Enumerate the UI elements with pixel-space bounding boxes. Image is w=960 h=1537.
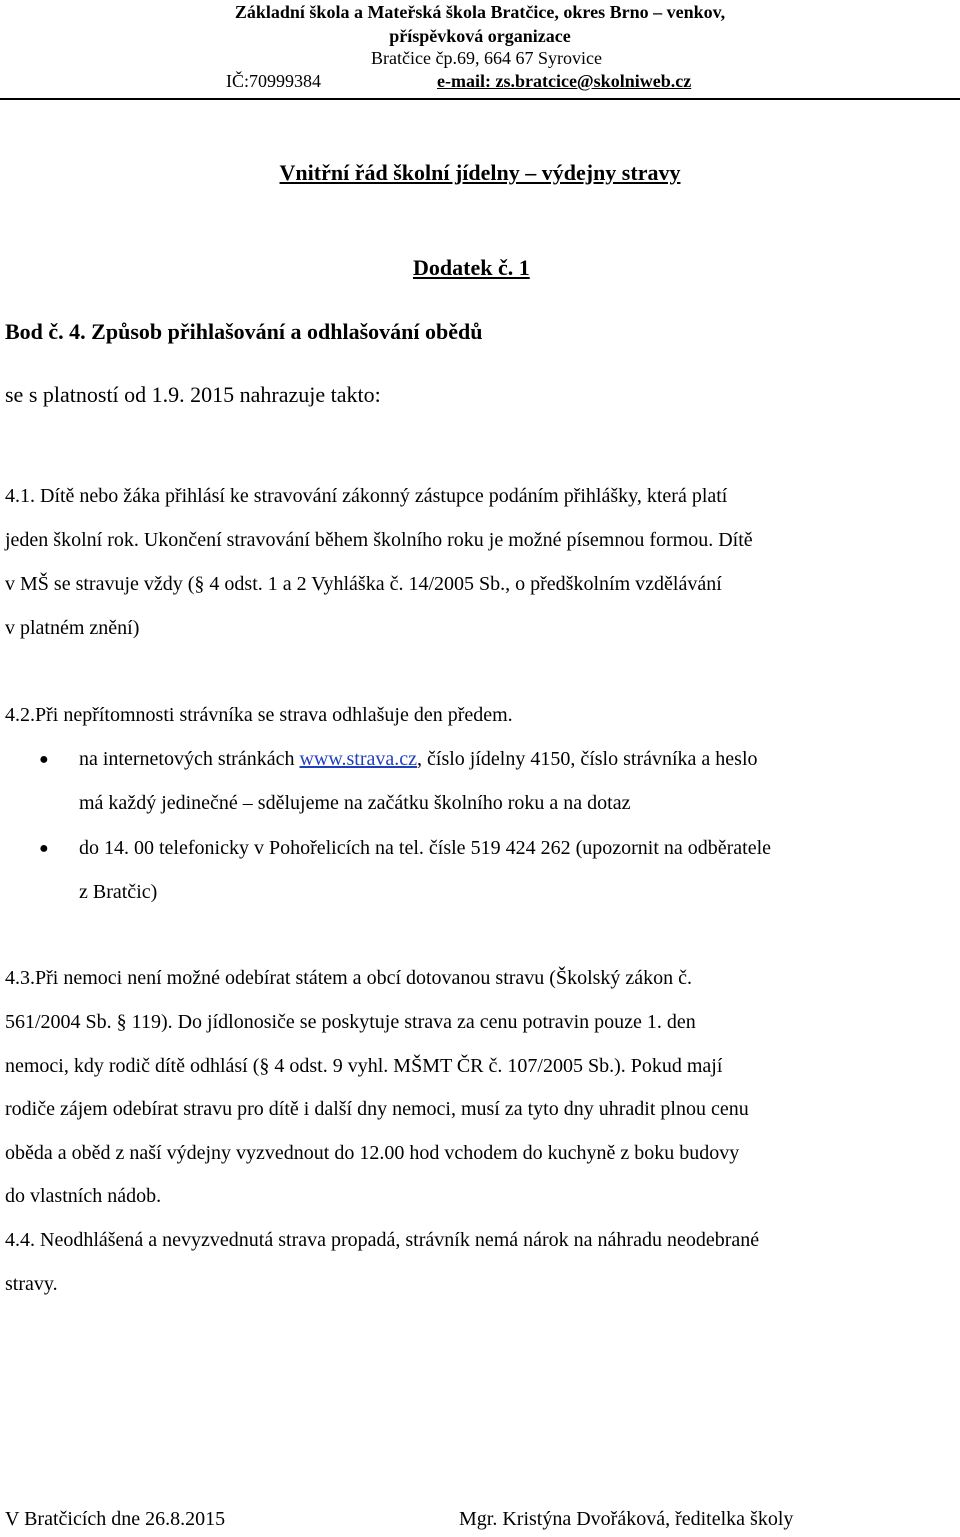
section-heading: Bod č. 4. Způsob přihlašování a odhlašování obědů <box>5 319 483 344</box>
section-4-1-line: jeden školní rok. Ukončení stravování během školního roku je možné písemnou formou. Dítě <box>5 529 753 551</box>
section-4-1-line: 4.1. Dítě nebo žáka přihlásí ke stravování zákonný zástupce podáním přihlášky, která platí <box>5 485 728 507</box>
section-4-3-line: do vlastních nádob. <box>5 1185 162 1207</box>
section-4-3-line: nemoci, kdy rodič dítě odhlásí (§ 4 odst. 9 vyhl. MŠMT ČR č. 107/2005 Sb.). Pokud mají <box>5 1055 723 1077</box>
section-4-3-line: 561/2004 Sb. § 119). Do jídlonosiče se poskytuje strava za cenu potravin pouze 1. den <box>5 1011 696 1033</box>
school-organization-type: příspěvková organizace <box>389 26 571 46</box>
bullet-item-continuation: má každý jedinečné – sdělujeme na začátku školního roku a na dotaz <box>79 792 631 814</box>
school-email[interactable]: e-mail: zs.bratcice@skolniweb.cz <box>437 71 692 91</box>
bullet-item <box>79 748 758 771</box>
school-address: Bratčice čp.69, 664 67 Syrovice <box>371 48 602 68</box>
section-4-3-line: oběda a oběd z naší výdejny vyzvednout do 12.00 hod vchodem do kuchyně z boku budovy <box>5 1142 740 1164</box>
bullet-text: , číslo jídelny 4150, číslo strávníka a heslo <box>417 748 758 770</box>
place-and-date: V Bratčicích dne 26.8.2015 <box>5 1508 226 1530</box>
strava-link[interactable]: www.strava.cz <box>299 748 418 770</box>
section-4-3-line: 4.3.Při nemoci není možné odebírat státem a obcí dotovanou stravu (Školský zákon č. <box>5 967 693 989</box>
section-4-4-line: 4.4. Neodhlášená a nevyzvednutá strava propadá, strávník nemá nárok na náhradu neodebrané <box>5 1229 760 1251</box>
bullet-item: do 14. 00 telefonicky v Pohořelicích na tel. čísle 519 424 262 (upozornit na odběratele <box>79 837 772 859</box>
bullet-text: na internetových stránkách <box>79 748 300 770</box>
section-4-2-heading: 4.2.Při nepřítomnosti strávníka se strava odhlašuje den předem. <box>5 704 513 726</box>
amendment-number: Dodatek č. 1 <box>413 255 530 280</box>
section-4-1-line: v platném znění) <box>5 617 140 639</box>
section-4-3-line: rodiče zájem odebírat stravu pro dítě i další dny nemoci, musí za tyto dny uhradit plnou cenu <box>5 1098 749 1120</box>
bullet-dot-icon: ● <box>39 751 49 768</box>
section-4-4-line: stravy. <box>5 1273 58 1295</box>
validity-statement: se s platností od 1.9. 2015 nahrazuje takto: <box>5 382 381 407</box>
bullet-dot-icon: ● <box>39 840 49 857</box>
document-title: Vnitřní řád školní jídelny – výdejny stravy <box>279 160 681 185</box>
school-name: Základní škola a Mateřská škola Bratčice, okres Brno – venkov, <box>234 2 726 22</box>
signature-line: Mgr. Kristýna Dvořáková, ředitelka školy <box>459 1508 794 1530</box>
section-4-1-line: v MŠ se stravuje vždy (§ 4 odst. 1 a 2 Vyhláška č. 14/2005 Sb., o předškolním vzdělávání <box>5 573 722 595</box>
school-ico: IČ:70999384 <box>226 71 322 91</box>
bullet-item-continuation: z Bratčic) <box>79 881 158 903</box>
header-divider <box>0 98 960 100</box>
